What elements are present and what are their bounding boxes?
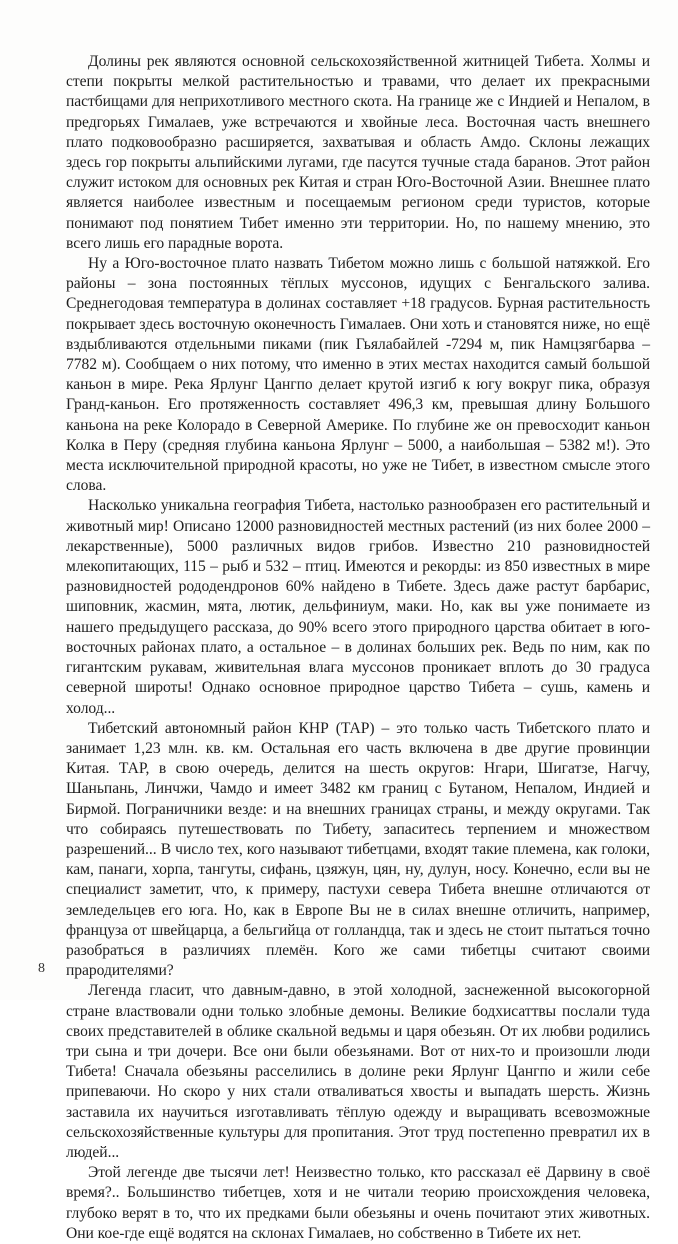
paragraph: Этой легенде две тысячи лет! Неизвестно только, кто рассказал её Дарвину в своё время?.. Большинство тибетцев, хотя и не читали теорию происхождения человека, глубоко верят в то, что их предками были обезьяны и очень почитают этих животных. Они кое-где ещё водятся на склонах Гималаев, но собственно в Тибете их нет. xyxy=(66,1164,650,1242)
paragraph: Ну а Юго-восточное плато назвать Тибетом можно лишь с большой натяжкой. Его районы – зона постоянных тёплых муссонов, идущих с Бенгальского залива. Среднегодовая температура в долинах составляет +18 градусов. Бурная растительность покрывает здесь восточную оконечность Гималаев. Они хоть и становятся ниже, но ещё вздыбливаются отдельными пиками (пик Гьялабайлей -7294 м, пик Намцзягбарва – 7782 м). Сообщаем о них потому, что именно в этих местах находится самый большой каньон в мире. Река Ярлунг Цангпо делает крутой изгиб к югу вокруг пика, образуя Гранд-каньон. Его протяженность составляет 496,3 км, превышая длину Большого каньона на реке Колорадо в Северной Америке. По глубине же он превосходит каньон Колка в Перу (средняя глубина каньона Ярлунг – 5000, а наибольшая – 5382 м!). Это места исключительной природной красоты, но уже не Тибет, в известном смысле этого слова. xyxy=(66,255,650,495)
page-number: 8 xyxy=(38,961,45,976)
paragraph: Тибетский автономный район КНР (ТАР) – это только часть Тибетского плато и занимает 1,23 млн. кв. км. Остальная его часть включена в две другие провинции Китая. ТАР, в свою очередь, делится на шесть округов: Нгари, Шигатзе, Нагчу, Шаньпань, Линчжи, Чамдо и имеет 3482 км границ с Бутаном, Непалом, Индией и Бирмой. Пограничники везде: и на внешних границах страны, и между округами. Так что собираясь путешествовать по Тибету, запаситесь терпением и множеством разрешений... В число тех, кого называют тибетцами, входят такие племена, как голоки, кам, панаги, хорпа, тангуты, сифань, цзяжун, цян, ну, дулун, носу. Конечно, если вы не специалист заметит, что, к примеру, пастухи севера Тибета внешне отличаются от земледельцев его юга. Но, как в Европе Вы не в силах внешне отличить, например, француза от швейцарца, а бельгийца от голландца, так и здесь не стоит пытаться точно разобраться в различиях племён. Кого же сами тибетцы считают своими прародителями? xyxy=(66,719,650,980)
paragraph: Насколько уникальна география Тибета, настолько разнообразен его растительный и животный мир! Описано 12000 разновидностей местных растений (из них более 2000 – лекарственные), 5000 различных видов грибов. Известно 210 разновидностей млекопитающих, 115 – рыб и 532 – птиц. Имеются и рекорды: из 850 известных в мире разновидностей рододендронов 60% найдено в Тибете. Здесь даже растут барбарис, шиповник, жасмин, мята, лютик, дельфиниум, маки. Но, как вы уже понимаете из нашего предыдущего рассказа, до 90% всего этого природного царства обитает в юго-восточных районах плато, а остальное – в долинах больших рек. Ведь по ним, как по гигантским рукавам, живительная влага муссонов проникает вплоть до 30 градуса северной широты! Однако основное природное царство Тибета – сушь, камень и холод... xyxy=(66,497,650,717)
body-text xyxy=(66,52,650,1244)
paragraph: Легенда гласит, что давным-давно, в этой холодной, заснеженной высокогорной стране властвовали одни только злобные демоны. Великие бодхисаттвы послали туда своих представителей в облике скальной ведьмы и царя обезьян. От их любви родились три сына и три дочери. Все они были обезьянами. Вот от них-то и произошли люди Тибета! Сначала обезьяны расселились в долине реки Ярлунг Цангпо и жили себе припеваючи. Но скоро у них стали отваливаться хвосты и выпадать шерсть. Жизнь заставила их научиться изготавливать тёплую одежду и выращивать всевозможные сельскохозяйственные культуры для пропитания. Этот труд постепенно превратил их в людей... xyxy=(66,982,650,1161)
paragraph: Долины рек являются основной сельскохозяйственной житницей Тибета. Холмы и степи покрыты мелкой растительностью и травами, что делает их прекрасными пастбищами для неприхотливого местного скота. На границе же с Индией и Непалом, в предгорьях Гималаев, уже встречаются и хвойные леса. Восточная часть внешнего плато подковообразно расширяется, захватывая и область Амдо. Склоны лежащих здесь гор покрыты альпийскими лугами, где пасутся тучные стада баранов. Этот район служит истоком для основных рек Китая и стран Юго-Восточной Азии. Внешнее плато является наиболее известным и посещаемым регионом среди туристов, которые понимают под понятием Тибет именно эти территории. Но, по нашему мнению, это всего лишь его парадные ворота. xyxy=(66,53,650,252)
